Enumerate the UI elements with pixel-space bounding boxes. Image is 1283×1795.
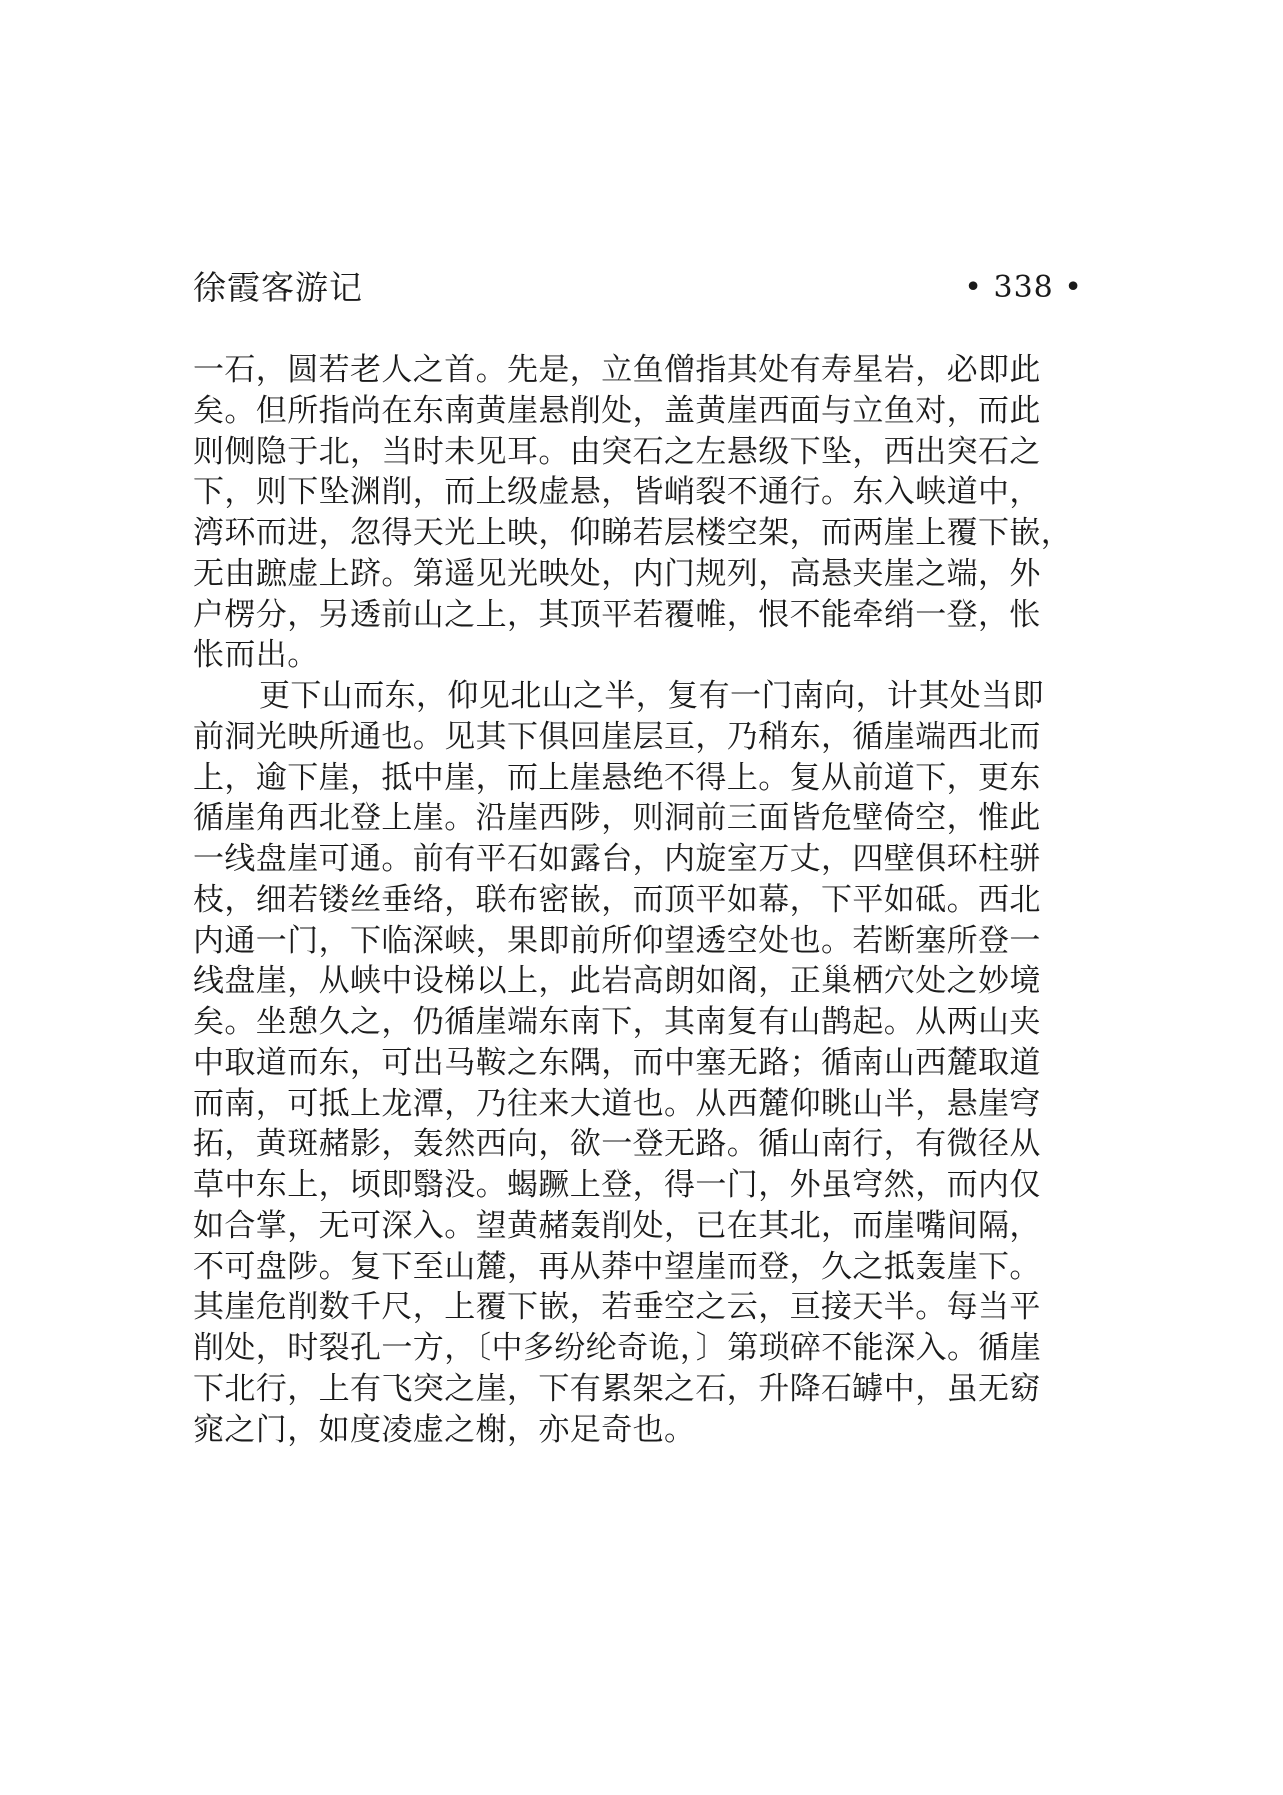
text-line: 内通一门，下临深峡，果即前所仰望透空处也。若断塞所登一 [193,922,1041,959]
text-line: 中取道而东，可出马鞍之东隅，而中塞无路；循南山西麓取道 [193,1044,1041,1081]
text-line: 下，则下坠渊削，而上级虚悬，皆峭裂不通行。东入峡道中， [193,474,1041,511]
text-line: 线盘崖，从峡中设梯以上，此岩高朗如阁，正巢栖穴处之妙境 [193,963,1041,1000]
body-text [193,350,1098,1450]
text-line: 更下山而东，仰见北山之半，复有一门南向，计其处当即 [259,678,1044,714]
text-line: 怅而出。 [193,637,319,674]
text-line: 枝，细若镂丝垂络，联布密嵌，而顶平如幕，下平如砥。西北 [193,881,1041,918]
text-line: 下北行，上有飞突之崖，下有累架之石，升降石罅中，虽无窈 [193,1370,1041,1407]
text-line: 前洞光映所通也。见其下俱回崖层亘，乃稍东，循崖端西北而 [193,718,1041,755]
paragraph-1 [193,350,1098,676]
text-line: 而南，可抵上龙潭，乃往来大道也。从西麓仰眺山半，悬崖穹 [193,1085,1041,1122]
text-line: 削处，时裂孔一方，〔中多纷纶奇诡，〕第琐碎不能深入。循崖 [193,1330,1042,1366]
paragraph-2 [193,676,1098,1450]
text-line: 则侧隐于北，当时未见耳。由突石之左悬级下坠，西出突石之 [193,433,1041,470]
running-header [193,266,1083,310]
text-line: 一线盘崖可通。前有平石如露台，内旋室万丈，四壁俱环柱骈 [193,841,1041,877]
text-line: 矣。但所指尚在东南黄崖悬削处，盖黄崖西面与立鱼对，而此 [193,392,1041,429]
text-line: 无由蹠虚上跻。第遥见光映处，内门规列，高悬夹崖之端，外 [193,555,1041,592]
text-line: 一石，圆若老人之首。先是，立鱼僧指其处有寿星岩，必即此 [193,352,1041,388]
text-line: 不可盘陟。复下至山麓，再从莽中望崖而登，久之抵轰崖下。 [193,1248,1041,1285]
text-line: 其崖危削数千尺，上覆下嵌，若垂空之云，亘接天半。每当平 [193,1289,1041,1326]
text-line: 矣。坐憩久之，仍循崖端东南下，其南复有山鹊起。从两山夹 [193,1004,1041,1040]
text-line: 如合掌，无可深入。望黄赭轰削处，已在其北，而崖嘴间隔， [193,1207,1041,1244]
text-line: 草中东上，顷即翳没。蝎蹶上登，得一门，外虽穹然，而内仅 [193,1167,1041,1203]
text-line: 拓，黄斑赭影，轰然西向，欲一登无路。循山南行，有微径从 [193,1126,1041,1163]
book-title: 徐霞客游记 [193,268,363,307]
text-line: 上，逾下崖，抵中崖，而上崖悬绝不得上。复从前道下，更东 [193,759,1041,796]
page-number: • 338 • [964,270,1083,305]
text-line: 循崖角西北登上崖。沿崖西陟，则洞前三面皆危壁倚空，惟此 [193,800,1041,837]
text-line: 户楞分，另透前山之上，其顶平若覆帷，恨不能牵绡一登，怅 [193,596,1041,633]
text-line: 窕之门，如度凌虚之榭，亦足奇也。 [193,1411,696,1448]
text-line: 湾环而进，忽得天光上映，仰睇若层楼空架，而两崖上覆下嵌， [193,515,1073,551]
